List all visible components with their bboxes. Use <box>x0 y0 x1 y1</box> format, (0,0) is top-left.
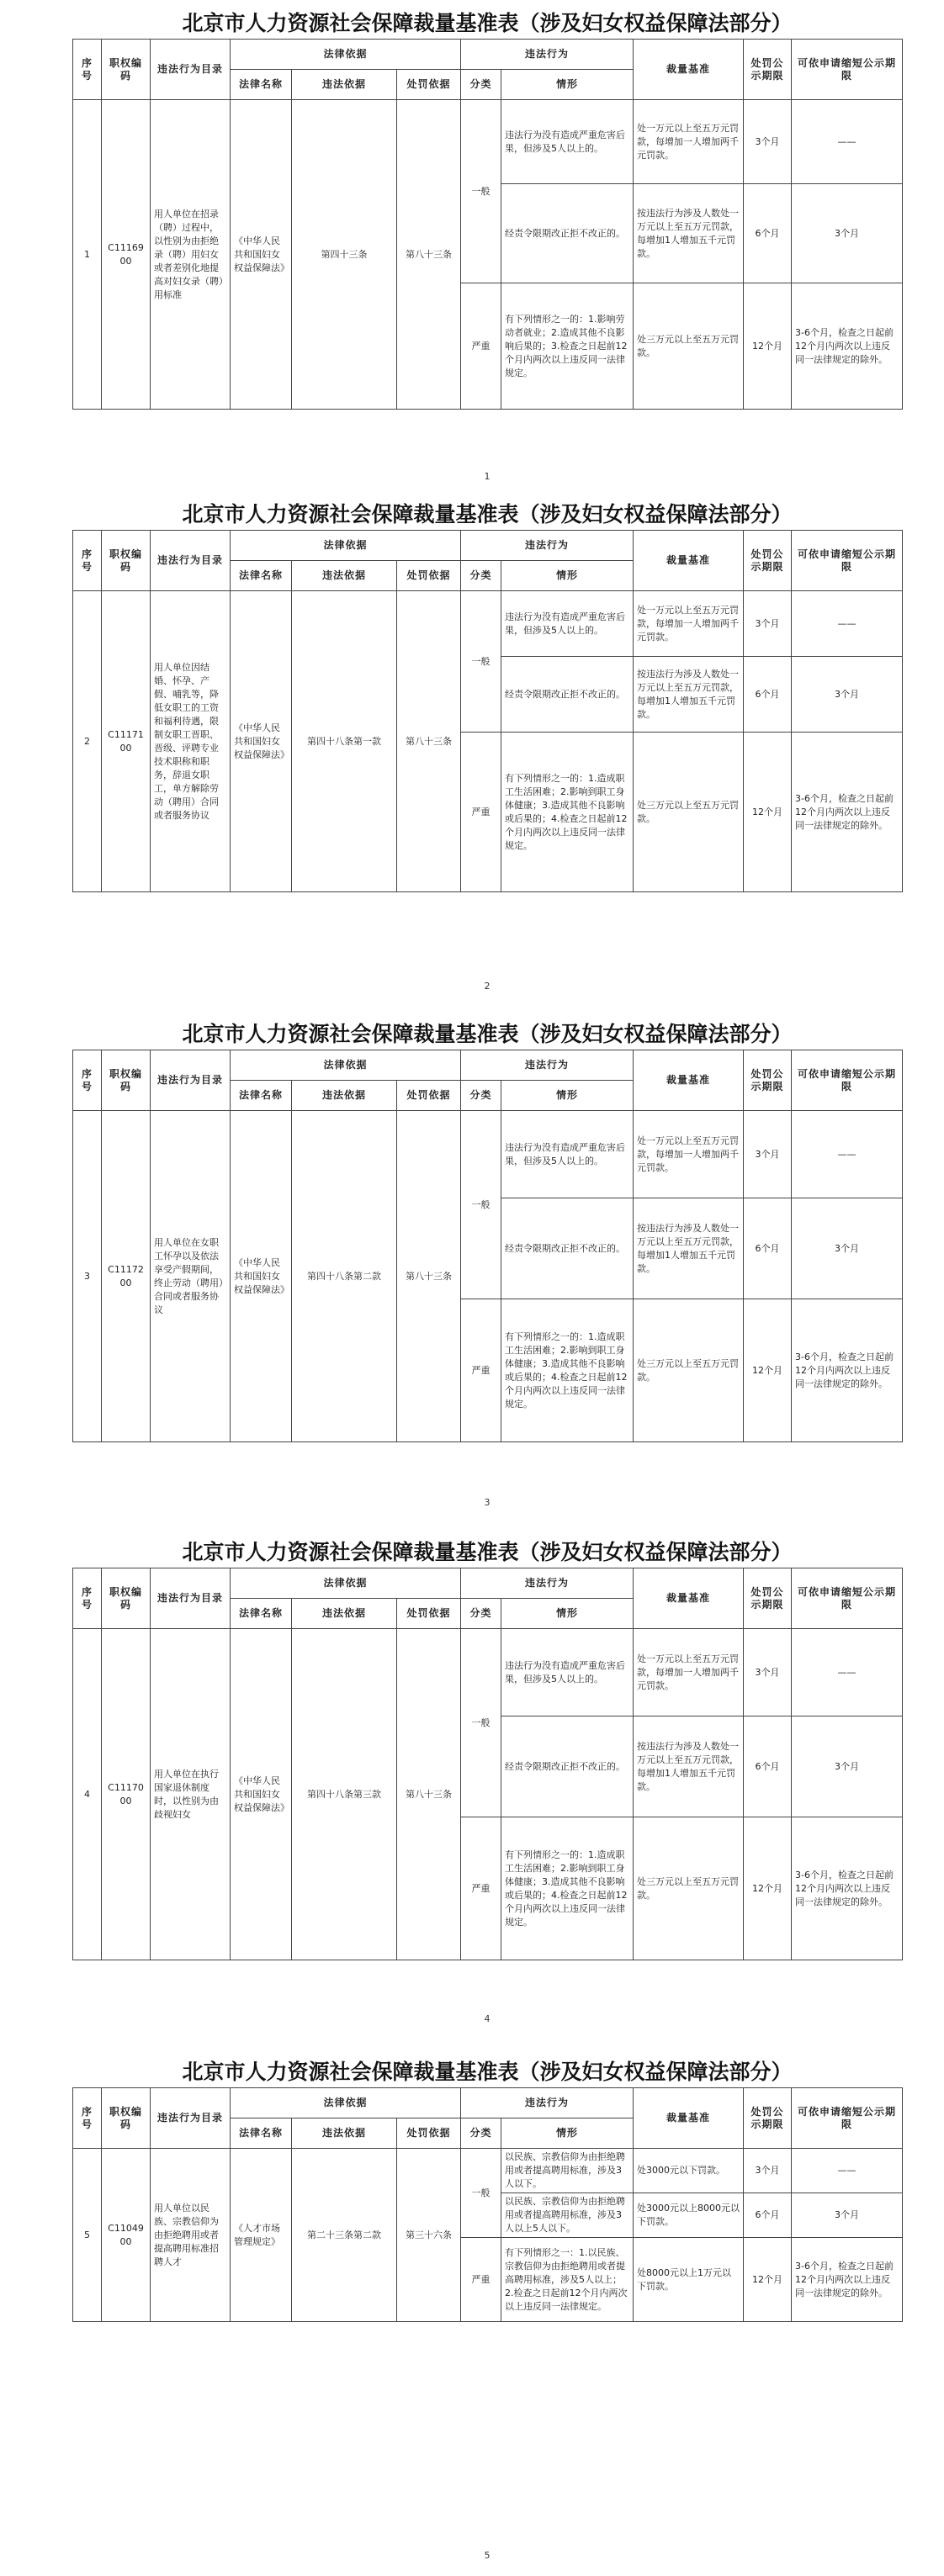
cell-category-serious: 严重 <box>461 2238 501 2322</box>
cell-apply: —— <box>792 1629 903 1716</box>
document-page <box>72 500 902 992</box>
header-apply: 可依申请缩短公示期限 <box>792 1568 903 1629</box>
cell-apply: 3-6个月，检查之日起前12个月内两次以上违反同一法律规定的除外。 <box>792 283 903 410</box>
cell-period: 3个月 <box>744 1111 792 1198</box>
cell-benchmark: 处三万元以上至五万元罚款。 <box>634 1299 744 1442</box>
header-violated: 违法依据 <box>292 2118 397 2149</box>
cell-benchmark: 处3000元以上8000元以下罚款。 <box>634 2193 744 2238</box>
cell-benchmark: 处一万元以上至五万元罚款，每增加一人增加两千元罚款。 <box>634 1629 744 1716</box>
cell-benchmark: 处三万元以上至五万元罚款。 <box>634 283 744 410</box>
document-page <box>72 2057 902 2561</box>
cell-period: 3个月 <box>744 2149 792 2193</box>
header-legal-basis: 法律依据 <box>231 1568 461 1599</box>
header-code: 职权编码 <box>102 531 151 591</box>
cell-benchmark: 处3000元以下罚款。 <box>634 2149 744 2193</box>
cell-benchmark: 处一万元以上至五万元罚款，每增加一人增加两千元罚款。 <box>634 1111 744 1198</box>
header-violated: 违法依据 <box>292 1599 397 1629</box>
header-period: 处罚公示期限 <box>744 1568 792 1629</box>
benchmark-table <box>72 1568 903 1960</box>
header-code: 职权编码 <box>102 40 151 100</box>
cell-benchmark: 处8000元以上1万元以下罚款。 <box>634 2238 744 2322</box>
cell-period: 3个月 <box>744 1629 792 1716</box>
header-item: 违法行为目录 <box>151 1050 231 1111</box>
header-category: 分类 <box>461 70 501 100</box>
cell-benchmark: 处三万元以上至五万元罚款。 <box>634 1817 744 1960</box>
cell-no: 2 <box>73 591 102 892</box>
page-number: 3 <box>484 1497 491 1508</box>
benchmark-table <box>72 530 903 892</box>
header-apply: 可依申请缩短公示期限 <box>792 531 903 591</box>
cell-apply: —— <box>792 591 903 657</box>
header-benchmark: 裁量基准 <box>634 40 744 100</box>
cell-situation: 经责令限期改正拒不改正的。 <box>501 1198 634 1299</box>
cell-apply: 3-6个月，检查之日起前12个月内两次以上违反同一法律规定的除外。 <box>792 1817 903 1960</box>
cell-situation: 违法行为没有造成严重危害后果，但涉及5人以上的。 <box>501 1629 634 1716</box>
page-title: 北京市人力资源社会保障裁量基准表（涉及妇女权益保障法部分） <box>182 1540 793 1564</box>
cell-period: 12个月 <box>744 733 792 892</box>
cell-item: 用人单位因结婚、怀孕、产假、哺乳等，降低女职工的工资和福利待遇，限制女职工晋职、晋级、评聘专业技术职称和职务，辞退女职工，单方解除劳动（聘用）合同或者服务协议 <box>151 591 231 892</box>
cell-apply: 3个月 <box>792 1198 903 1299</box>
table-row <box>73 591 903 657</box>
header-legal-basis: 法律依据 <box>231 531 461 561</box>
cell-item: 用人单位在招录（聘）过程中，以性别为由拒绝录（聘）用妇女或者差别化地提高对妇女录（聘）用标准 <box>151 100 231 410</box>
document-page <box>72 1537 902 2024</box>
cell-situation: 有下列情形之一的：1.影响劳动者就业；2.造成其他不良影响后果的；3.检查之日起前12个月内两次以上违反同一法律规定。 <box>501 283 634 410</box>
cell-violated-article: 第四十三条 <box>292 100 397 410</box>
header-violation: 违法行为 <box>461 1050 634 1081</box>
cell-item: 用人单位以民族、宗教信仰为由拒绝聘用或者提高聘用标准招聘人才 <box>151 2149 231 2322</box>
header-category: 分类 <box>461 1599 501 1629</box>
cell-apply: —— <box>792 2149 903 2193</box>
page-number: 2 <box>484 981 491 992</box>
cell-category-serious: 严重 <box>461 283 501 410</box>
header-category: 分类 <box>461 1081 501 1111</box>
cell-period: 3个月 <box>744 100 792 184</box>
cell-period: 6个月 <box>744 2193 792 2238</box>
cell-category-general: 一般 <box>461 591 501 733</box>
page-title: 北京市人力资源社会保障裁量基准表（涉及妇女权益保障法部分） <box>182 502 793 526</box>
cell-situation: 有下列情形之一的：1.造成职工生活困难；2.影响到职工身体健康；3.造成其他不良影响或后果的；4.检查之日起前12个月内两次以上违反同一法律规定。 <box>501 1299 634 1442</box>
cell-situation: 违法行为没有造成严重危害后果，但涉及5人以上的。 <box>501 591 634 657</box>
page-title: 北京市人力资源社会保障裁量基准表（涉及妇女权益保障法部分） <box>182 2060 793 2084</box>
page-number: 4 <box>484 2013 491 2024</box>
cell-apply: —— <box>792 1111 903 1198</box>
header-item: 违法行为目录 <box>151 40 231 100</box>
header-code: 职权编码 <box>102 1050 151 1111</box>
header-violation: 违法行为 <box>461 531 634 561</box>
cell-category-serious: 严重 <box>461 1817 501 1960</box>
header-law-name: 法律名称 <box>231 2118 292 2149</box>
cell-code: C1104900 <box>102 2149 151 2322</box>
page-title: 北京市人力资源社会保障裁量基准表（涉及妇女权益保障法部分） <box>182 1022 793 1046</box>
header-penalty: 处罚依据 <box>397 70 461 100</box>
benchmark-table <box>72 39 903 410</box>
cell-penalty-article: 第三十六条 <box>397 2149 461 2322</box>
header-violated: 违法依据 <box>292 1081 397 1111</box>
cell-apply: 3个月 <box>792 184 903 283</box>
cell-benchmark: 处三万元以上至五万元罚款。 <box>634 733 744 892</box>
header-category: 分类 <box>461 561 501 591</box>
cell-law-name: 《中华人民共和国妇女权益保障法》 <box>231 591 292 892</box>
cell-situation: 违法行为没有造成严重危害后果，但涉及5人以上的。 <box>501 1111 634 1198</box>
cell-benchmark: 处一万元以上至五万元罚款，每增加一人增加两千元罚款。 <box>634 591 744 657</box>
cell-law-name: 《中华人民共和国妇女权益保障法》 <box>231 100 292 410</box>
cell-law-name: 《人才市场管理规定》 <box>231 2149 292 2322</box>
cell-item: 用人单位在执行国家退休制度时，以性别为由歧视妇女 <box>151 1629 231 1960</box>
cell-period: 6个月 <box>744 657 792 733</box>
header-benchmark: 裁量基准 <box>634 2088 744 2149</box>
cell-period: 12个月 <box>744 1817 792 1960</box>
header-legal-basis: 法律依据 <box>231 1050 461 1081</box>
cell-situation: 违法行为没有造成严重危害后果，但涉及5人以上的。 <box>501 100 634 184</box>
document-page <box>72 8 902 482</box>
cell-violated-article: 第四十八条第三款 <box>292 1629 397 1960</box>
cell-period: 12个月 <box>744 283 792 410</box>
cell-no: 4 <box>73 1629 102 1960</box>
cell-situation: 经责令限期改正拒不改正的。 <box>501 184 634 283</box>
cell-code: C1117100 <box>102 591 151 892</box>
cell-benchmark: 按违法行为涉及人数处一万元以上至五万元罚款，每增加1人增加五千元罚款。 <box>634 657 744 733</box>
header-no: 序号 <box>73 2088 102 2149</box>
cell-apply: 3-6个月，检查之日起前12个月内两次以上违反同一法律规定的除外。 <box>792 733 903 892</box>
header-law-name: 法律名称 <box>231 1599 292 1629</box>
table-row <box>73 100 903 184</box>
cell-situation: 有下列情形之一：1.以民族、宗教信仰为由拒绝聘用或者提高聘用标准，涉及5人以上；2.检查之日起前12个月内两次以上违反同一法律规定。 <box>501 2238 634 2322</box>
header-legal-basis: 法律依据 <box>231 2088 461 2118</box>
header-situation: 情形 <box>501 561 634 591</box>
header-code: 职权编码 <box>102 2088 151 2149</box>
cell-no: 1 <box>73 100 102 410</box>
cell-situation: 有下列情形之一的：1.造成职工生活困难；2.影响到职工身体健康；3.造成其他不良影响或后果的；4.检查之日起前12个月内两次以上违反同一法律规定。 <box>501 1817 634 1960</box>
cell-code: C1117200 <box>102 1111 151 1442</box>
cell-violated-article: 第四十八条第二款 <box>292 1111 397 1442</box>
cell-penalty-article: 第八十三条 <box>397 1629 461 1960</box>
header-benchmark: 裁量基准 <box>634 1050 744 1111</box>
cell-benchmark: 处一万元以上至五万元罚款，每增加一人增加两千元罚款。 <box>634 100 744 184</box>
header-situation: 情形 <box>501 70 634 100</box>
cell-penalty-article: 第八十三条 <box>397 100 461 410</box>
cell-violated-article: 第四十八条第一款 <box>292 591 397 892</box>
cell-law-name: 《中华人民共和国妇女权益保障法》 <box>231 1111 292 1442</box>
cell-situation: 有下列情形之一的：1.造成职工生活困难；2.影响到职工身体健康；3.造成其他不良影响或后果的；4.检查之日起前12个月内两次以上违反同一法律规定。 <box>501 733 634 892</box>
page-title: 北京市人力资源社会保障裁量基准表（涉及妇女权益保障法部分） <box>182 11 793 35</box>
table-row <box>73 2149 903 2193</box>
header-violated: 违法依据 <box>292 561 397 591</box>
cell-situation: 经责令限期改正拒不改正的。 <box>501 657 634 733</box>
cell-apply: 3个月 <box>792 657 903 733</box>
cell-apply: 3-6个月，检查之日起前12个月内两次以上违反同一法律规定的除外。 <box>792 1299 903 1442</box>
header-penalty: 处罚依据 <box>397 561 461 591</box>
cell-code: C1117000 <box>102 1629 151 1960</box>
header-period: 处罚公示期限 <box>744 1050 792 1111</box>
header-violated: 违法依据 <box>292 70 397 100</box>
header-no: 序号 <box>73 531 102 591</box>
cell-situation: 以民族、宗教信仰为由拒绝聘用或者提高聘用标准，涉及3人以下。 <box>501 2149 634 2193</box>
cell-category-general: 一般 <box>461 100 501 283</box>
header-law-name: 法律名称 <box>231 70 292 100</box>
header-violation: 违法行为 <box>461 40 634 70</box>
benchmark-table <box>72 1050 903 1442</box>
cell-penalty-article: 第八十三条 <box>397 1111 461 1442</box>
header-legal-basis: 法律依据 <box>231 40 461 70</box>
header-item: 违法行为目录 <box>151 2088 231 2149</box>
cell-period: 3个月 <box>744 591 792 657</box>
cell-category-general: 一般 <box>461 2149 501 2238</box>
cell-no: 5 <box>73 2149 102 2322</box>
header-benchmark: 裁量基准 <box>634 1568 744 1629</box>
header-situation: 情形 <box>501 1081 634 1111</box>
header-situation: 情形 <box>501 2118 634 2149</box>
header-period: 处罚公示期限 <box>744 40 792 100</box>
page-number: 5 <box>484 2550 491 2561</box>
cell-period: 6个月 <box>744 1198 792 1299</box>
header-item: 违法行为目录 <box>151 531 231 591</box>
cell-no: 3 <box>73 1111 102 1442</box>
header-period: 处罚公示期限 <box>744 2088 792 2149</box>
cell-period: 12个月 <box>744 1299 792 1442</box>
cell-period: 6个月 <box>744 184 792 283</box>
cell-situation: 经责令限期改正拒不改正的。 <box>501 1716 634 1817</box>
cell-category-serious: 严重 <box>461 1299 501 1442</box>
cell-apply: 3-6个月，检查之日起前12个月内两次以上违反同一法律规定的除外。 <box>792 2238 903 2322</box>
cell-period: 12个月 <box>744 2238 792 2322</box>
header-law-name: 法律名称 <box>231 561 292 591</box>
header-law-name: 法律名称 <box>231 1081 292 1111</box>
cell-situation: 以民族、宗教信仰为由拒绝聘用或者提高聘用标准，涉及3人以上5人以下。 <box>501 2193 634 2238</box>
cell-category-general: 一般 <box>461 1111 501 1299</box>
header-code: 职权编码 <box>102 1568 151 1629</box>
header-violation: 违法行为 <box>461 1568 634 1599</box>
cell-item: 用人单位在女职工怀孕以及依法享受产假期间，终止劳动（聘用）合同或者服务协议 <box>151 1111 231 1442</box>
cell-benchmark: 按违法行为涉及人数处一万元以上至五万元罚款，每增加1人增加五千元罚款。 <box>634 184 744 283</box>
header-penalty: 处罚依据 <box>397 1599 461 1629</box>
cell-penalty-article: 第八十三条 <box>397 591 461 892</box>
header-penalty: 处罚依据 <box>397 2118 461 2149</box>
cell-category-serious: 严重 <box>461 733 501 892</box>
benchmark-table <box>72 2087 903 2322</box>
cell-benchmark: 按违法行为涉及人数处一万元以上至五万元罚款，每增加1人增加五千元罚款。 <box>634 1198 744 1299</box>
header-apply: 可依申请缩短公示期限 <box>792 1050 903 1111</box>
header-no: 序号 <box>73 40 102 100</box>
header-apply: 可依申请缩短公示期限 <box>792 40 903 100</box>
cell-apply: 3个月 <box>792 1716 903 1817</box>
header-category: 分类 <box>461 2118 501 2149</box>
header-apply: 可依申请缩短公示期限 <box>792 2088 903 2149</box>
header-period: 处罚公示期限 <box>744 531 792 591</box>
cell-category-general: 一般 <box>461 1629 501 1817</box>
header-no: 序号 <box>73 1568 102 1629</box>
table-row <box>73 1111 903 1198</box>
cell-violated-article: 第二十三条第二款 <box>292 2149 397 2322</box>
cell-law-name: 《中华人民共和国妇女权益保障法》 <box>231 1629 292 1960</box>
header-violation: 违法行为 <box>461 2088 634 2118</box>
page-number: 1 <box>484 471 491 482</box>
header-penalty: 处罚依据 <box>397 1081 461 1111</box>
header-no: 序号 <box>73 1050 102 1111</box>
cell-apply: —— <box>792 100 903 184</box>
cell-code: C1116900 <box>102 100 151 410</box>
header-benchmark: 裁量基准 <box>634 531 744 591</box>
cell-apply: 3个月 <box>792 2193 903 2238</box>
header-item: 违法行为目录 <box>151 1568 231 1629</box>
cell-benchmark: 按违法行为涉及人数处一万元以上至五万元罚款，每增加1人增加五千元罚款。 <box>634 1716 744 1817</box>
header-situation: 情形 <box>501 1599 634 1629</box>
cell-period: 6个月 <box>744 1716 792 1817</box>
table-row <box>73 1629 903 1716</box>
document-page <box>72 1019 902 1508</box>
